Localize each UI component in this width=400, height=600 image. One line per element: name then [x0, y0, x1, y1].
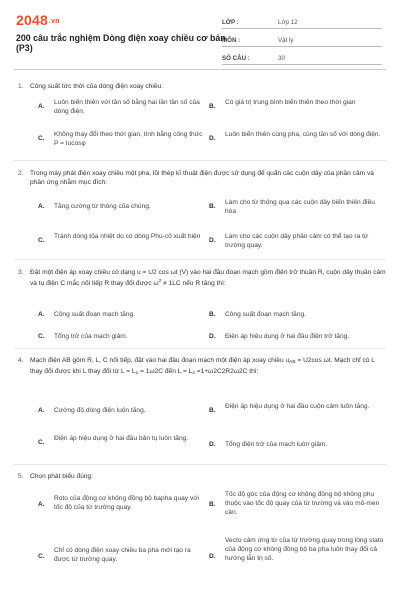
question-2: 2. Trong máy phát điện xoay chiều một pha, lõi thép kĩ thuật điện được sử dụng để quấn các cuộn dây của phần cảm và phần ứng nhằm mục đích:	[18, 169, 388, 187]
option-d[interactable]: D. Luôn biến thiên cùng pha, cùng tần số với dòng điện.	[209, 131, 381, 142]
option-c[interactable]: C. Tổng trở của mạch giảm.	[38, 333, 128, 340]
option-a[interactable]: A. Luôn biến thiên với tần số bằng hai lần tần số của dòng điện.	[38, 99, 200, 115]
meta-subject: MÔN : Vật lý	[222, 29, 382, 47]
option-b[interactable]: B. Công suất đoạn mạch tăng.	[209, 311, 307, 318]
meta-class: LỚP : Lớp 12	[222, 11, 382, 29]
option-c[interactable]: C. Không thay đổi theo thời gian, tính bằng công thức P = Iucosφ	[38, 131, 203, 147]
question-separator	[14, 160, 386, 161]
question-4: 4. Mạch điện AB gồm R, L, C nối tiếp, đặt vào hai đầu đoạn mạch một điện áp xoay chiều uAB = U2cos ωt. Mạch chỉ có L thay đổi được khi L thay đổi từ L = L1 = 1ω2C đến L = L2 =1+ω2C2R2ω2C thì:	[18, 356, 388, 378]
question-3: 3. Đặt một điện áp xoay chiều có dạng u = U2 cos ωt (V) vào hai đầu đoạn mạch gồm điện trở thuần R, cuộn dây thuần cảm và tụ điện C mắc nối tiếp R thay đổi được $\omega^2 \ne 1LC$ nếu R tăng thì:	[18, 268, 388, 288]
option-c[interactable]: C. Điện áp hiệu dụng ở hai đầu bản tụ luôn tăng.	[38, 435, 189, 446]
question-stem: Chọn phát biểu đúng:	[30, 473, 94, 480]
option-b[interactable]: B. Tốc độ góc của động cơ không đồng bộ không phụ thuộc vào tốc độ quay của từ trường và vào mô-men cản.	[209, 491, 380, 516]
option-a[interactable]: A. Cường độ dòng điện luôn tăng.	[38, 407, 146, 414]
document-title: 200 câu trắc nghiệm Dòng điện xoay chiều cơ bản (P3)	[16, 33, 226, 53]
question-stem: Trong máy phát điện xoay chiều một pha, lõi thép kĩ thuật điện được sử dụng để quấn các cuộn dây của phần cảm và phần ứng nhằm mục đích:	[30, 170, 374, 186]
document-meta	[222, 11, 382, 65]
question-separator	[14, 464, 386, 465]
option-d[interactable]: D. Vecto cảm ứng từ của từ trường quay trong lòng stato của động cơ không đồng bộ ba pha luôn thay đổi cả hướng lẫn trị số.	[209, 537, 384, 562]
question-stem: Đặt một điện áp xoay chiều có dạng u = U2 cos ωt (V) vào hai đầu đoạn mạch gồm điện trở thuần R, cuộn dây thuần cảm và tụ điện C mắc nối tiếp R thay đổi được $\omega^2 \ne 1LC$ nếu R tăng thì:	[30, 269, 386, 287]
question-separator	[14, 259, 386, 260]
option-b[interactable]: B. Làm cho từ thông qua các cuộn dây biến thiên điều hòa	[209, 199, 375, 215]
option-b[interactable]: B. Có giá trị trung bình biến thiên theo thời gian	[209, 99, 356, 110]
document-header	[0, 0, 400, 72]
meta-question-count: SỐ CÂU : 30	[222, 47, 382, 65]
question-stem: Công suất tức thời của dòng điện xoay chiều:	[30, 83, 164, 90]
option-d[interactable]: D. Làm cho các cuộn dây phần cảm có thể tạo ra từ trường quay.	[209, 233, 369, 249]
option-c[interactable]: C. Chỉ có dòng điện xoay chiều ba pha mới tạo ra được từ trường quay.	[38, 547, 191, 563]
option-a[interactable]: A. Công suất đoạn mạch tăng.	[38, 311, 136, 318]
question-1: 1. Công suất tức thời của dòng điện xoay chiều:	[18, 82, 388, 91]
option-a[interactable]: A. Tăng cường từ thông của chúng.	[38, 203, 151, 210]
header-divider	[14, 69, 386, 70]
site-logo[interactable]: $2048^{.vn}$	[16, 12, 60, 28]
question-5: 5. Chọn phát biểu đúng:	[18, 472, 388, 481]
option-a[interactable]: A. Roto của động cơ không đồng bộ bapha quay với tốc độ của từ trường quay.	[38, 495, 200, 511]
option-d[interactable]: D. Tổng điện trở của mạch luôn giảm.	[209, 441, 328, 448]
option-b[interactable]: B. Điện áp hiệu dụng ở hai đầu cuộn cảm luôn tăng.	[209, 403, 370, 414]
question-stem: Mạch điện AB gồm R, L, C nối tiếp, đặt vào hai đầu đoạn mạch một điện áp xoay chiều uAB = U2cos ωt. Mạch chỉ có L thay đổi được khi L thay đổi từ L = L1 = 1ω2C đến L = L2 =1+ω2C2R2ω2C thì:	[30, 357, 375, 376]
question-separator	[14, 348, 386, 349]
option-c[interactable]: C. Tránh dòng tỏa nhiệt do có dòng Phu-cô xuất hiện	[38, 233, 201, 244]
option-d[interactable]: D. Điện áp hiệu dụng ở hai đầu điện trở tăng.	[209, 333, 350, 340]
